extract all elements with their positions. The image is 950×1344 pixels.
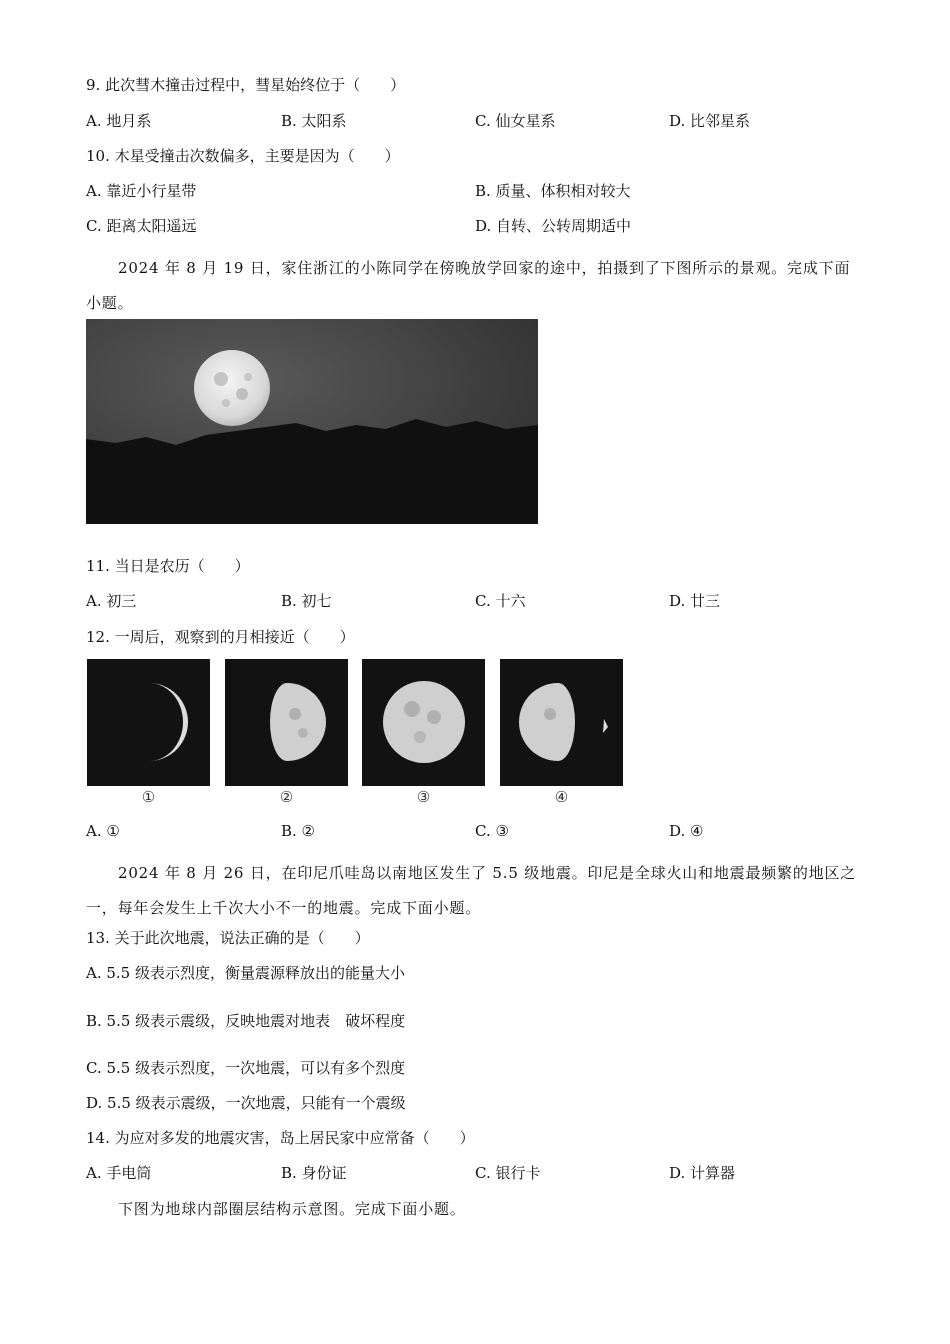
q10-option-d: D. 自转、公转周期适中 (475, 217, 632, 235)
moon-photo-svg (86, 319, 538, 524)
q9-option-b: B. 太阳系 (281, 112, 347, 130)
q13-option-b: B. 5.5 级表示震级，反映地震对地表 破坏程度 (86, 1012, 406, 1030)
q12-option-b: B. ② (281, 822, 316, 840)
q9-option-d: D. 比邻星系 (669, 112, 751, 130)
q14-option-a: A. 手电筒 (86, 1164, 152, 1182)
question-14-stem: 14. 为应对多发的地震灾害，岛上居民家中应常备（ ） (86, 1129, 475, 1147)
moon-phase-image-2 (225, 659, 348, 786)
earthquake-intro: 2024 年 8 月 26 日，在印尼爪哇岛以南地区发生了 5.5 级地震。印尼是全球火山和地震最频繁的地区之一，每年会发生上千次大小不一的地震。完成下面小题。 (86, 864, 857, 917)
q13-option-c: C. 5.5 级表示烈度，一次地震，可以有多个烈度 (86, 1059, 406, 1077)
q13-option-d: D. 5.5 级表示震级，一次地震，只能有一个震级 (86, 1094, 406, 1112)
q10-option-b: B. 质量、体积相对较大 (475, 182, 631, 200)
moon-phase-caption-1: ① (141, 788, 156, 806)
moon-photo (86, 319, 538, 524)
moon-photo-intro: 2024 年 8 月 19 日，家住浙江的小陈同学在傍晚放学回家的途中，拍摄到了下图所示的景观。完成下面小题。 (86, 259, 851, 312)
q9-option-c: C. 仙女星系 (475, 112, 556, 130)
q14-option-d: D. 计算器 (669, 1164, 736, 1182)
question-11-stem: 11. 当日是农历（ ） (86, 557, 250, 575)
q11-option-d: D. 廿三 (669, 592, 721, 610)
q10-option-c: C. 距离太阳遥远 (86, 217, 197, 235)
q11-option-b: B. 初七 (281, 592, 332, 610)
q11-option-c: C. 十六 (475, 592, 526, 610)
question-13-stem: 13. 关于此次地震，说法正确的是（ ） (86, 929, 370, 947)
question-10-stem: 10. 木星受撞击次数偏多，主要是因为（ ） (86, 147, 400, 165)
moon-phase-image-1 (87, 659, 210, 786)
q12-option-c: C. ③ (475, 822, 509, 840)
moon-phase-image-4 (500, 659, 623, 786)
moon-phase-caption-3: ③ (416, 788, 431, 806)
q11-option-a: A. 初三 (86, 592, 137, 610)
moon-phase-caption-2: ② (279, 788, 294, 806)
moon-phase-caption-4: ④ (554, 788, 569, 806)
question-9-stem: 9. 此次彗木撞击过程中，彗星始终位于（ ） (86, 76, 406, 94)
moon-phase-image-3 (362, 659, 485, 786)
q14-option-c: C. 银行卡 (475, 1164, 541, 1182)
q10-option-a: A. 靠近小行星带 (86, 182, 197, 200)
q9-option-a: A. 地月系 (86, 112, 152, 130)
q14-option-b: B. 身份证 (281, 1164, 347, 1182)
earth-structure-intro: 下图为地球内部圈层结构示意图。完成下面小题。 (118, 1200, 466, 1218)
q12-option-a: A. ① (86, 822, 120, 840)
question-12-stem: 12. 一周后，观察到的月相接近（ ） (86, 628, 355, 646)
q12-option-d: D. ④ (669, 822, 704, 840)
q13-option-a: A. 5.5 级表示烈度，衡量震源释放出的能量大小 (86, 964, 405, 982)
